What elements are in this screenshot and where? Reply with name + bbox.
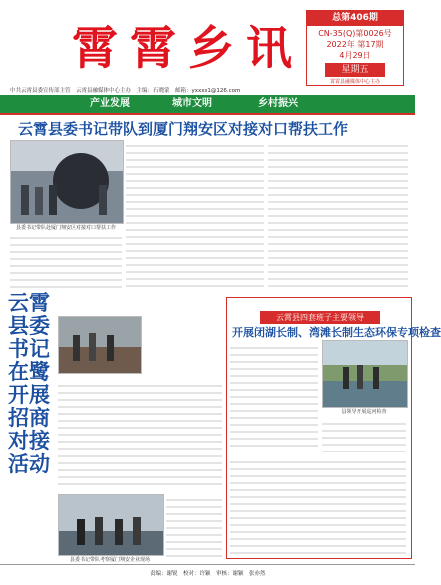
- mid-photo-image: [59, 317, 141, 373]
- issue-date-day: 4月29日: [339, 51, 371, 60]
- right-body-bottom: [230, 456, 406, 554]
- cn-number: CN-35(Q)第0026号: [318, 29, 392, 38]
- lead-body-col2: [126, 140, 264, 290]
- mid-photo: [58, 316, 142, 374]
- bottom-photo-caption: 县委书记带队考察厦门翔安企业现场: [69, 557, 150, 563]
- band-stripe: [0, 113, 415, 115]
- lead-body-col3: [268, 140, 408, 290]
- issue-total: 总第406期: [307, 11, 403, 26]
- band-item-industry: 产业发展: [90, 98, 130, 109]
- footer-credits: 责编：谢锐 校对：许颖 审核：谢颖 张亦然: [150, 571, 266, 577]
- right-photo: [322, 340, 408, 408]
- lead-body-col1: [10, 232, 122, 290]
- bottom-photo-image: [59, 495, 163, 555]
- right-body-col1: [230, 342, 318, 452]
- right-kicker: 云霄县四套班子主要领导: [260, 311, 380, 324]
- right-body-col2: [322, 418, 406, 452]
- publisher-note: 霄霄县融媒体中心主办: [329, 79, 380, 85]
- lead-photo-caption: 县委书记带队赴厦门翔安区对接对口帮扶工作: [15, 225, 116, 231]
- weekday-badge: 星期五: [325, 63, 385, 77]
- band-item-rural: 乡村振兴: [258, 98, 298, 109]
- vertical-article-body: [58, 380, 222, 490]
- right-headline: 开展闭湖长制、湾滩长制生态环保专项检查: [232, 326, 441, 339]
- issue-date: 2022年 第17期: [326, 40, 384, 49]
- section-band: [0, 95, 415, 113]
- bottom-photo: [58, 494, 164, 556]
- right-photo-caption: 县领导开展巡河检查: [341, 409, 387, 415]
- newspaper-title: 霄霄乡讯: [72, 21, 304, 75]
- issue-info-box: [306, 10, 404, 86]
- band-item-civilization: 城市文明: [172, 98, 212, 109]
- lead-photo: [10, 140, 124, 224]
- host-line: 中共云霄县委宣传部主管 云霄县融媒体中心主办 主编：石晓蒙 邮箱：yxxxs1@126.com: [10, 88, 241, 94]
- lead-headline: 云霄县委书记带队到厦门翔安区对接对口帮扶工作: [18, 120, 349, 138]
- bottom-side-text: [166, 494, 222, 558]
- lead-photo-image: [11, 141, 123, 223]
- vertical-headline: 云霄县委书记在鹭开展招商对接活动: [8, 291, 50, 476]
- right-photo-image: [323, 341, 407, 407]
